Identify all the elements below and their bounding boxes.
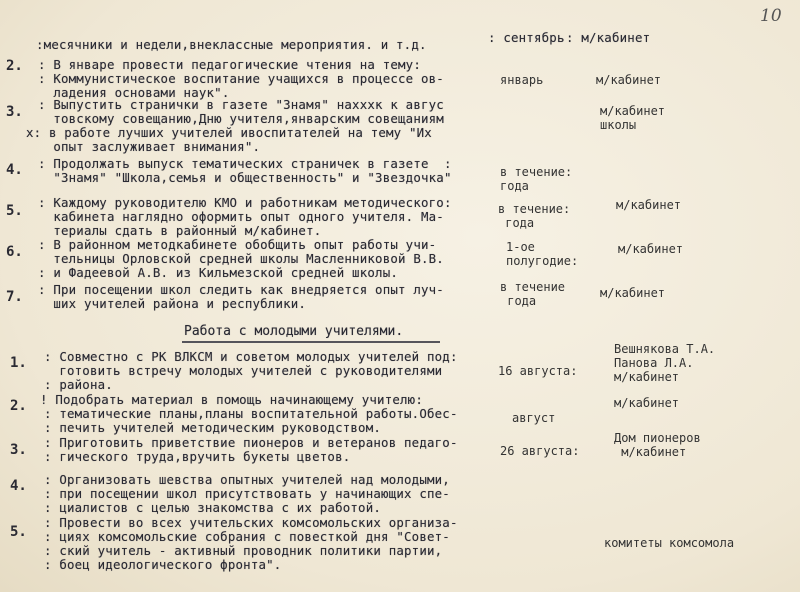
item-line: "Знамя" "Школа,семья и общественность" и "Звездочка" [38,170,452,185]
item-date: в течение года [500,280,566,308]
item-number: 2. [6,58,23,74]
item-line: : тематические планы,планы воспитательной работы.Обес- [44,406,458,421]
item-date: август [512,411,556,425]
item-date: в течение: года [498,202,571,230]
item-line: : Приготовить приветствие пионеров и ветеранов педаго- [44,435,458,450]
item-responsible: м/кабинет школы [600,104,666,132]
item-line: товскому совещанию,Дню учителя,январским совещаниям [38,111,444,126]
item-line: : Каждому руководителю КМО и работникам методического: [38,195,452,210]
item-line: : Совместно с РК ВЛКСМ и советом молодых учителей под: [44,349,458,364]
item-responsible: м/кабинет [618,242,684,256]
item-number: 5. [10,524,27,540]
item-number: 1. [10,355,27,371]
item-line: : района. [44,377,113,392]
item-number: 2. [10,398,27,414]
item-line: : Продолжать выпуск тематических страничек в газете : [38,156,452,171]
item-number: 4. [6,162,23,178]
item-line: : Провести во всех учительских комсомольских организа- [44,515,458,530]
item-responsible: м/кабинет [616,198,682,212]
item-responsible: Вешнякова Т.А. Панова Л.А. м/кабинет [614,342,716,384]
section-title: Работа с молодыми учителями. [184,324,404,339]
item-line: : Коммунистическое воспитание учащихся в процессе ов- [38,71,444,86]
item-line: тельницы Орловской средней школы Масленниковой В.В. [38,251,444,266]
item-responsible: м/кабинет [614,396,680,410]
item-line: : циях комсомольские собрания с повесткой дня "Совет- [44,529,450,544]
item-line: : и Фадеевой А.В. из Кильмезской средней школы. [38,265,399,280]
item-line: готовить встречу молодых учителей с руководителями [44,363,443,378]
item-line: ! Подобрать материал в помощь начинающему учителю: [40,392,423,407]
item-line: x: в работе лучших учителей ивоспитателей на тему "Их [26,125,432,140]
item-responsible: м/кабинет [596,73,662,87]
item-line: : печить учителей методическим руководством. [44,420,382,435]
item-responsible: м/кабинет [600,286,666,300]
item-date: 1-ое полугодие: [506,240,579,268]
item-date: 26 августа: [500,444,580,458]
item-number: 5. [6,203,23,219]
item-responsible: комитеты комсомола [604,536,735,550]
item-date: 16 августа: [498,364,578,378]
item-date: в течение: года [500,165,573,193]
item-line: опыт заслуживает внимания". [38,139,261,154]
item-line: : при посещении школ присутствовать у начинающих спе- [44,486,450,501]
item-line: : боец идеологического фронта". [44,557,282,572]
item-responsible: Дом пионеров м/кабинет [614,431,701,459]
item-number: 3. [10,442,27,458]
item-line: : циалистов с целью знакомства с их работой. [44,500,382,515]
item-number: 7. [6,289,23,305]
item-line: териалы сдать в районный м/кабинет. [38,223,322,238]
page-number: 10 [760,6,782,26]
item-line: : Организовать шевства опытных учителей над молодыми, [44,472,450,487]
item-line: : В районном методкабинете обобщить опыт работы учи- [38,237,437,252]
item-line: кабинета наглядно оформить опыт одного учителя. Ма- [38,209,444,224]
item-number: 6. [6,244,23,260]
item-number: 3. [6,104,23,120]
item-line: : При посещении школ следить как внедряется опыт луч- [38,282,444,297]
top-line-text: :месячники и недели,внеклассные мероприятия. и т.д. [36,37,427,52]
item-line: : Выпустить странички в газете "Знамя" нахххк к авгус [38,97,444,112]
item-line: : В январе провести педагогические чтения на тему: [38,57,421,72]
item-number: 4. [10,478,27,494]
item-line: : гического труда,вручить букеты цветов. [44,449,351,464]
item-line: ладения основами наук". [38,85,230,100]
item-line: : ский учитель - активный проводник политики партии, [44,543,443,558]
item-date: январь [500,73,544,87]
top-line-resp: : м/кабинет [566,30,651,45]
section-title-underline [182,341,440,343]
item-line: ших учителей района и республики. [38,296,307,311]
top-line-date: : сентябрь [488,30,565,45]
